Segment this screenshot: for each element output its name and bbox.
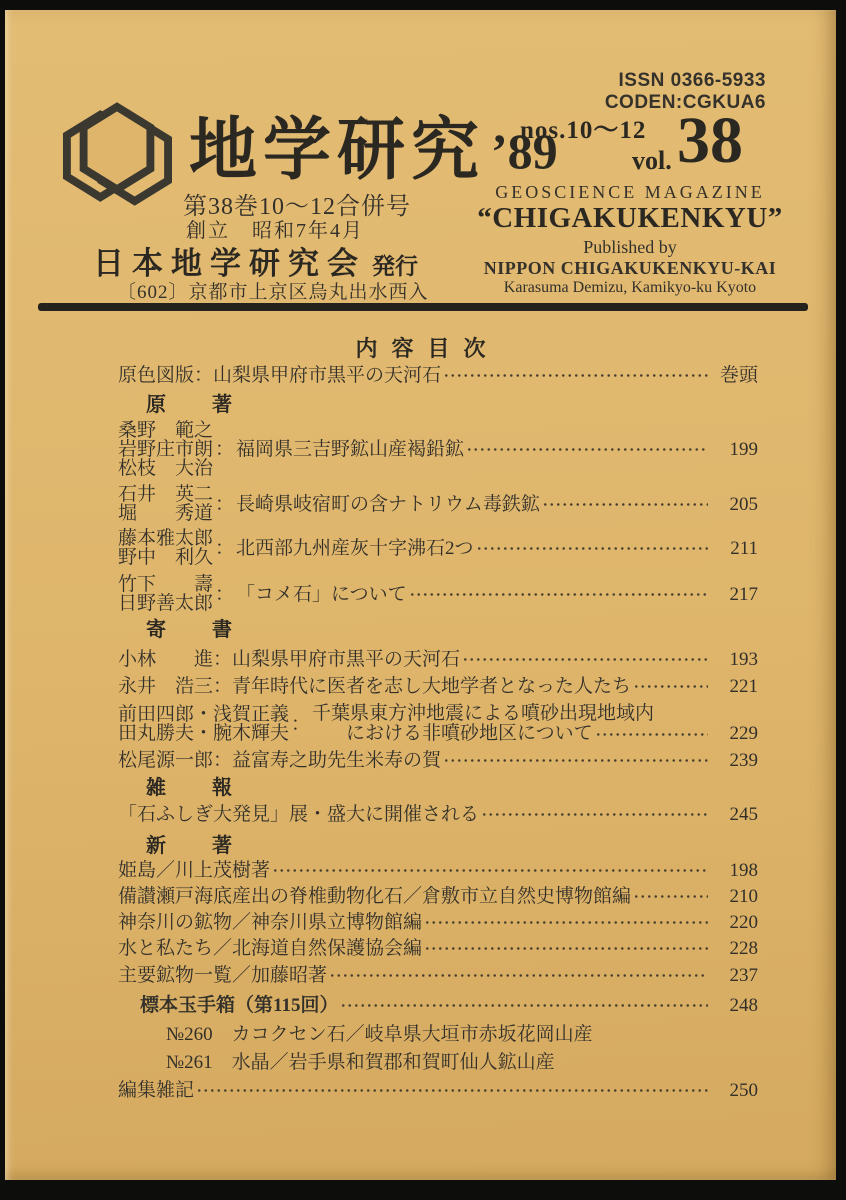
toc-entry xyxy=(118,995,758,1016)
hexagon-crystal-logo-icon xyxy=(53,98,181,208)
dot-leader xyxy=(633,677,708,696)
colon-separator: ： xyxy=(215,439,235,460)
toc-section-heading xyxy=(118,778,786,799)
publisher-suffix: 発行 xyxy=(372,254,418,279)
magazine-page xyxy=(5,10,836,1180)
colon-separator: ： xyxy=(215,493,235,515)
toc-entry-authors xyxy=(118,421,213,478)
publisher-name-en: NIPPON CHIGAKUKENKYU-KAI xyxy=(483,258,777,278)
publisher-address-en: Karasuma Demizu, Kamikyo-ku Kyoto xyxy=(503,279,757,296)
toc-entry xyxy=(118,649,758,670)
toc-section-label: 寄 書 xyxy=(146,619,234,641)
volume-number: 38 xyxy=(677,104,743,177)
toc-entry-page: 237 xyxy=(729,965,758,986)
dot-leader xyxy=(424,939,708,958)
toc-entry-page: 193 xyxy=(729,649,758,670)
toc-entry-title-line2 xyxy=(312,724,758,744)
toc-entry-page: 248 xyxy=(729,995,758,1016)
author-name: 野中 利久 xyxy=(118,547,214,568)
colon-separator: ： xyxy=(215,583,235,605)
toc-entry-title: 長崎県岐宿町の含ナトリウム毒鉄鉱 xyxy=(236,493,540,515)
toc-section-label: 原 著 xyxy=(146,394,234,416)
author-name: 竹下 壽 xyxy=(118,574,214,595)
dot-leader xyxy=(443,751,708,770)
toc-entry-title: 「石ふしぎ大発見」展・盛大に開催される xyxy=(118,804,480,825)
toc-entry xyxy=(118,704,758,744)
toc-entry-title: 「コメ石」について xyxy=(236,583,407,605)
toc-entry-page: 210 xyxy=(729,886,758,907)
colon-separator: ： xyxy=(215,537,235,559)
toc-entry-authors xyxy=(118,485,213,523)
dot-leader xyxy=(633,887,708,906)
toc-entry-page: 巻頭 xyxy=(719,365,758,386)
author-name: 日野善太郎 xyxy=(118,593,214,614)
toc-section-heading xyxy=(118,836,786,857)
author-name: 岩野庄市朗 xyxy=(118,439,214,460)
author-name: 堀 秀道 xyxy=(118,503,214,524)
dot-leader xyxy=(196,1081,708,1100)
toc-entry-title: 編集雑記 xyxy=(118,1080,195,1101)
author-name: 桑野 範之 xyxy=(118,420,214,441)
toc-entry-title: 備讃瀬戸海底産出の脊椎動物化石／倉敷市立自然史博物館編 xyxy=(118,886,632,907)
toc-entry-page: 211 xyxy=(730,537,758,559)
magazine-title-jp: 地学研究 xyxy=(189,112,486,188)
toc-entry-title: 千葉県東方沖地震による噴砂出現地域内 xyxy=(312,703,655,724)
toc-entry-title: №260 カコクセン石／岐阜県大垣市赤坂花岡山産 xyxy=(166,1024,593,1045)
toc-section-label: 新 著 xyxy=(146,835,234,857)
author-name: 前田四郎・浅賀正義 xyxy=(118,704,290,725)
toc-entry xyxy=(118,575,758,613)
issue-year: ’89 xyxy=(491,123,558,179)
issue-numbers: nos.10〜12 xyxy=(520,117,647,144)
dot-leader xyxy=(466,440,708,459)
toc-entry-title: 福岡県三吉野鉱山産褐鉛鉱 xyxy=(236,439,465,460)
toc-entry xyxy=(118,421,758,478)
toc-entry-title: 小林 進：山梨県甲府市黒平の天河石 xyxy=(118,649,461,670)
toc-section-heading xyxy=(118,395,786,416)
toc-entry-page: 250 xyxy=(729,1080,758,1101)
toc-entry xyxy=(118,912,758,933)
toc-entry-page: 199 xyxy=(729,439,758,460)
dot-leader xyxy=(329,966,708,985)
dot-leader xyxy=(409,585,708,604)
published-by-label: Published by xyxy=(583,237,677,257)
publisher-name-jp: 日本地学研究会 xyxy=(93,246,366,281)
author-name: 藤本雅太郎 xyxy=(118,528,214,549)
dot-leader xyxy=(542,495,708,514)
toc-entry-authors xyxy=(118,705,289,743)
publisher-address-jp: 〔602〕京都市上京区烏丸出水西入 xyxy=(117,282,429,303)
toc-section-label: 雑 報 xyxy=(146,777,234,799)
toc-entry-page: 221 xyxy=(729,676,758,697)
toc-entry xyxy=(118,860,758,881)
toc-entry-title: 原色図版：山梨県甲府市黒平の天河石 xyxy=(118,365,442,386)
dot-leader xyxy=(595,725,708,744)
toc-entry xyxy=(118,1052,758,1073)
issn-number: ISSN 0366-5933 xyxy=(618,70,766,91)
founded-date: 創立 昭和7年4月 xyxy=(186,220,364,242)
toc-entry-title: 松尾源一郎：益富寿之助先生米寿の賀 xyxy=(118,750,442,771)
toc-entry-title: №261 水晶／岩手県和賀郡和賀町仙人鉱山産 xyxy=(166,1052,555,1073)
toc-entry xyxy=(118,485,758,523)
toc-entry-page: 245 xyxy=(729,804,758,825)
toc-entry-title: 姫島／川上茂樹著 xyxy=(118,860,271,881)
toc-entry xyxy=(118,1080,758,1101)
toc-entry-authors xyxy=(118,529,213,567)
toc-entry-page: 228 xyxy=(729,938,758,959)
toc-entry-page: 220 xyxy=(729,912,758,933)
toc-entry-page: 217 xyxy=(729,583,758,605)
dot-leader xyxy=(481,805,708,824)
toc-entry-page: 239 xyxy=(729,750,758,771)
toc-entry-title: における非噴砂地区について xyxy=(346,723,593,744)
coden-number: CODEN:CGKUA6 xyxy=(604,92,766,113)
toc-entry xyxy=(118,1024,758,1045)
issue-label-jp: 第38巻10〜12合併号 xyxy=(183,194,411,220)
toc-entry xyxy=(118,965,758,986)
toc-entry-title: 北西部九州産灰十字沸石2つ xyxy=(236,537,474,559)
toc-entry xyxy=(118,886,758,907)
colon-separator: ： xyxy=(291,713,311,735)
toc-entry-page: 229 xyxy=(729,723,758,744)
toc-heading: 内容目次 xyxy=(355,336,500,361)
author-name: 田丸勝夫・腕木輝夫 xyxy=(118,723,290,744)
english-header-block xyxy=(463,182,797,298)
toc-entry xyxy=(118,750,758,771)
toc-entry-title: 主要鉱物一覧／加藤昭著 xyxy=(118,965,328,986)
toc-entry xyxy=(118,529,758,567)
toc-entry-title: 永井 浩三：青年時代に医者を志し大地学者となった人たち xyxy=(118,676,632,697)
magazine-title-en: “CHIGAKUKENKYU” xyxy=(477,202,783,234)
dot-leader xyxy=(443,366,708,385)
toc-entry-title: 水と私たち／北海道自然保護協会編 xyxy=(118,938,423,959)
toc-entry xyxy=(118,365,758,386)
toc-entry-title-lines xyxy=(312,704,758,744)
toc-entry-authors xyxy=(118,575,213,613)
toc-entry-page: 205 xyxy=(729,493,758,515)
author-name: 松枝 大治 xyxy=(118,458,214,479)
author-name: 石井 英二 xyxy=(118,484,214,505)
dot-leader xyxy=(272,861,708,880)
toc-entry xyxy=(118,804,758,825)
toc-entry-title: 標本玉手箱（第115回） xyxy=(140,995,339,1016)
dot-leader xyxy=(476,539,708,558)
dot-leader xyxy=(340,996,708,1015)
toc-entry-page: 198 xyxy=(729,860,758,881)
dot-leader xyxy=(462,650,708,669)
toc-entry xyxy=(118,676,758,697)
magazine-type-en: GEOSCIENCE MAGAZINE xyxy=(495,182,765,202)
toc-entry xyxy=(118,938,758,959)
toc-section-heading xyxy=(118,620,786,641)
volume-label: vol. xyxy=(632,146,672,175)
toc-entry-title: 神奈川の鉱物／神奈川県立博物館編 xyxy=(118,912,423,933)
header-divider-rule xyxy=(38,303,808,311)
dot-leader xyxy=(424,913,708,932)
